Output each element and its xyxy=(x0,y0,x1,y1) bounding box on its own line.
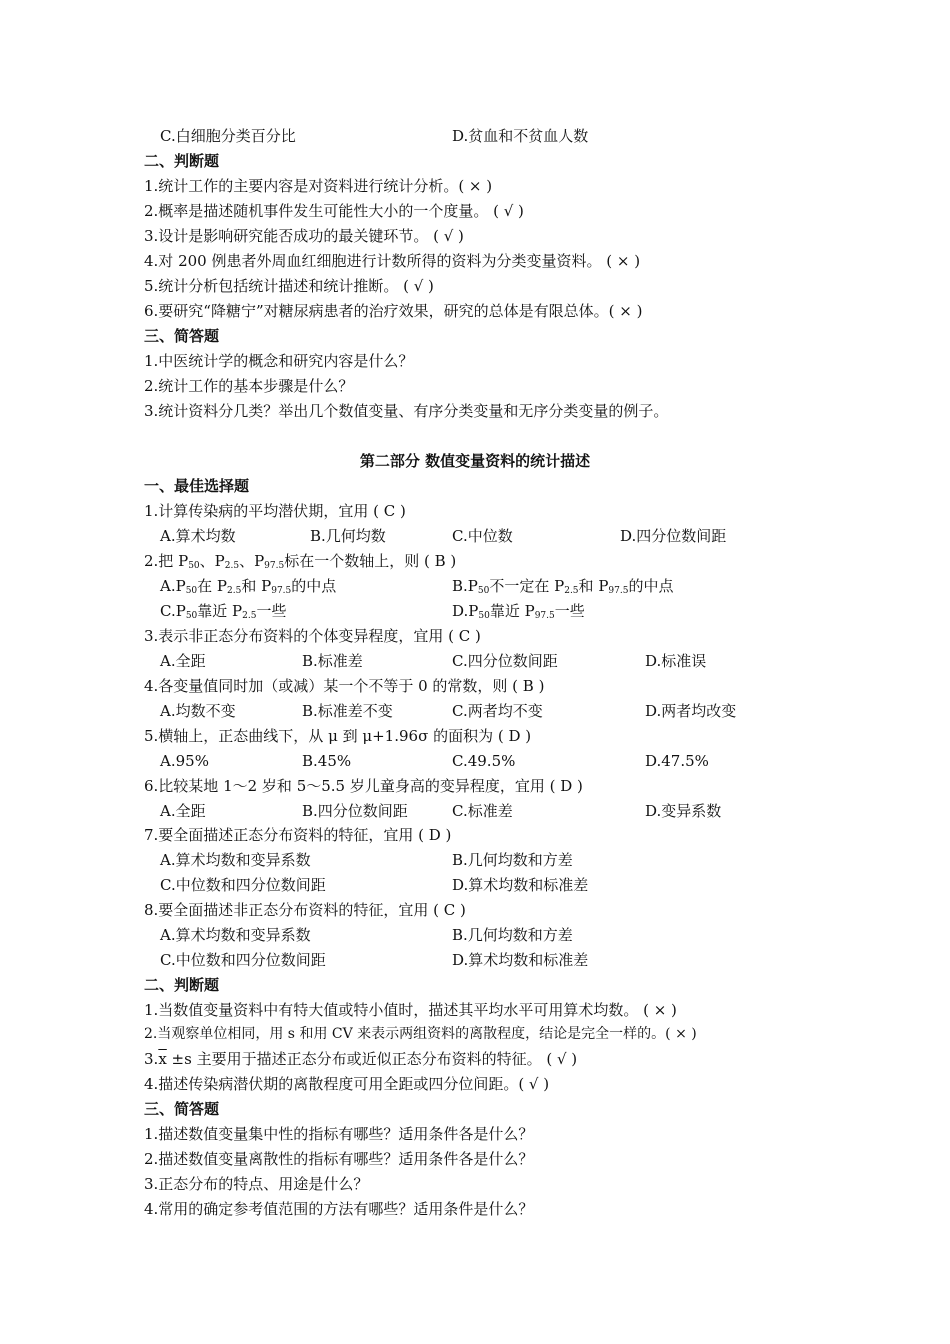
option-c: $C.P_{50}$靠近 $P_{2.5}$一些 xyxy=(160,602,287,621)
option-b: B.标准差 xyxy=(302,652,363,670)
question-stem: 4.各变量值同时加（或减）某一个不等于 0 的常数，则 ( B ) xyxy=(144,677,545,695)
section-heading-short: 三、简答题 xyxy=(144,1100,220,1118)
option-d: D.算术均数和标准差 xyxy=(452,951,589,969)
judge-item: 4.描述传染病潜伏期的离散程度可用全距或四分位间距。( √ ) xyxy=(144,1075,550,1093)
part-title: 第二部分 数值变量资料的统计描述 xyxy=(359,452,591,470)
option-c: C.白细胞分类百分比 xyxy=(160,127,296,145)
judge-item: 4.对 200 例患者外周血红细胞进行计数所得的资料为分类变量资料。 ( × ) xyxy=(144,252,641,270)
option-b: B.四分位数间距 xyxy=(302,802,408,820)
short-item: 3.统计资料分几类？举出几个数值变量、有序分类变量和无序分类变量的例子。 xyxy=(144,402,669,420)
option-a: A.算术均数和变异系数 xyxy=(160,851,311,869)
question-stem: 6.比较某地 1～2 岁和 5～5.5 岁儿童身高的变异程度，宜用 ( D ) xyxy=(144,777,583,795)
option-c: C.四分位数间距 xyxy=(452,652,558,670)
option-c: C.中位数和四分位数间距 xyxy=(160,876,326,894)
section-heading-judge: 二、判断题 xyxy=(144,976,220,994)
question-stem: 8.要全面描述非正态分布资料的特征，宜用 ( C ) xyxy=(144,901,466,919)
option-b: B.几何均数和方差 xyxy=(452,851,573,869)
judge-item: 6.要研究“降糖宁”对糖尿病患者的治疗效果，研究的总体是有限总体。( × ) xyxy=(144,302,643,320)
option-d: D.标准误 xyxy=(645,652,707,670)
option-d: D.算术均数和标准差 xyxy=(452,876,589,894)
judge-item: 2.概率是描述随机事件发生可能性大小的一个度量。 ( √ ) xyxy=(144,202,524,220)
short-item: 1.描述数值变量集中性的指标有哪些？适用条件各是什么？ xyxy=(144,1125,534,1143)
option-a: A.全距 xyxy=(160,802,206,820)
option-d: $D.P_{50}$靠近 $P_{97.5}$一些 xyxy=(452,602,585,621)
option-c: C.标准差 xyxy=(452,802,513,820)
option-d: D.四分位数间距 xyxy=(620,527,727,545)
x-bar-symbol: $\overline{x}$ xyxy=(158,1050,167,1068)
short-item: 2.描述数值变量离散性的指标有哪些？适用条件各是什么？ xyxy=(144,1150,534,1168)
short-item: 1.中医统计学的概念和研究内容是什么？ xyxy=(144,352,414,370)
section-heading-judge: 二、判断题 xyxy=(144,152,220,170)
short-item: 4.常用的确定参考值范围的方法有哪些？适用条件是什么？ xyxy=(144,1200,534,1218)
judge-item: 5.统计分析包括统计描述和统计推断。 ( √ ) xyxy=(144,277,434,295)
option-a: A.全距 xyxy=(160,652,206,670)
option-d: D.两者均改变 xyxy=(645,702,737,720)
judge-item: $3.\overline{x} \pm s$ 主要用于描述正态分布或近似正态分布资料的特征。 ( √ ) xyxy=(144,1050,578,1068)
option-b: B.标准差不变 xyxy=(302,702,393,720)
section-heading-short: 三、简答题 xyxy=(144,327,220,345)
option-b: $B.P_{50}$不一定在 $P_{2.5}$和 $P_{97.5}$的中点 xyxy=(452,577,674,596)
section-heading-choice: 一、最佳选择题 xyxy=(144,477,250,495)
option-a: A.算术均数 xyxy=(160,527,236,545)
option-d: D.变异系数 xyxy=(645,802,722,820)
option-b: B.几何均数 xyxy=(310,527,386,545)
question-stem: 3.表示非正态分布资料的个体变异程度，宜用 ( C ) xyxy=(144,627,481,645)
option-c: C.两者均不变 xyxy=(452,702,543,720)
question-stem: 7.要全面描述正态分布资料的特征，宜用 ( D ) xyxy=(144,826,452,844)
option-c: C.中位数和四分位数间距 xyxy=(160,951,326,969)
short-item: 2.统计工作的基本步骤是什么？ xyxy=(144,377,354,395)
judge-item: 3.设计是影响研究能否成功的最关键环节。 ( √ ) xyxy=(144,227,464,245)
question-stem: 1.计算传染病的平均潜伏期，宜用 ( C ) xyxy=(144,502,406,520)
judge-item: 1.当数值变量资料中有特大值或特小值时，描述其平均水平可用算术均数。 ( × ) xyxy=(144,1001,677,1019)
question-stem: 5.横轴上，正态曲线下，从 μ 到 μ+1.96σ 的面积为 ( D ) xyxy=(144,727,532,745)
judge-item: 2.当观察单位相同，用 s 和用 CV 来表示两组资料的离散程度，结论是完全一样的。( × ) xyxy=(144,1026,697,1042)
option-a: A.均数不变 xyxy=(160,702,236,720)
option-d: D.贫血和不贫血人数 xyxy=(452,127,589,145)
option-a: A.95% xyxy=(160,752,209,770)
question-stem: 2.把 $P_{50}$、$P_{2.5}$、$P_{97.5}$标在一个数轴上，则 ( B ) xyxy=(144,552,457,571)
short-item: 3.正态分布的特点、用途是什么？ xyxy=(144,1175,369,1193)
option-a: $A.P_{50}$在 $P_{2.5}$和 $P_{97.5}$的中点 xyxy=(160,577,337,596)
option-b: B.45% xyxy=(302,752,352,770)
judge-item: 1.统计工作的主要内容是对资料进行统计分析。( × ) xyxy=(144,177,493,195)
option-d: D.47.5% xyxy=(645,752,709,770)
option-c: C.中位数 xyxy=(452,527,513,545)
option-b: B.几何均数和方差 xyxy=(452,926,573,944)
option-c: C.49.5% xyxy=(452,752,516,770)
option-a: A.算术均数和变异系数 xyxy=(160,926,311,944)
